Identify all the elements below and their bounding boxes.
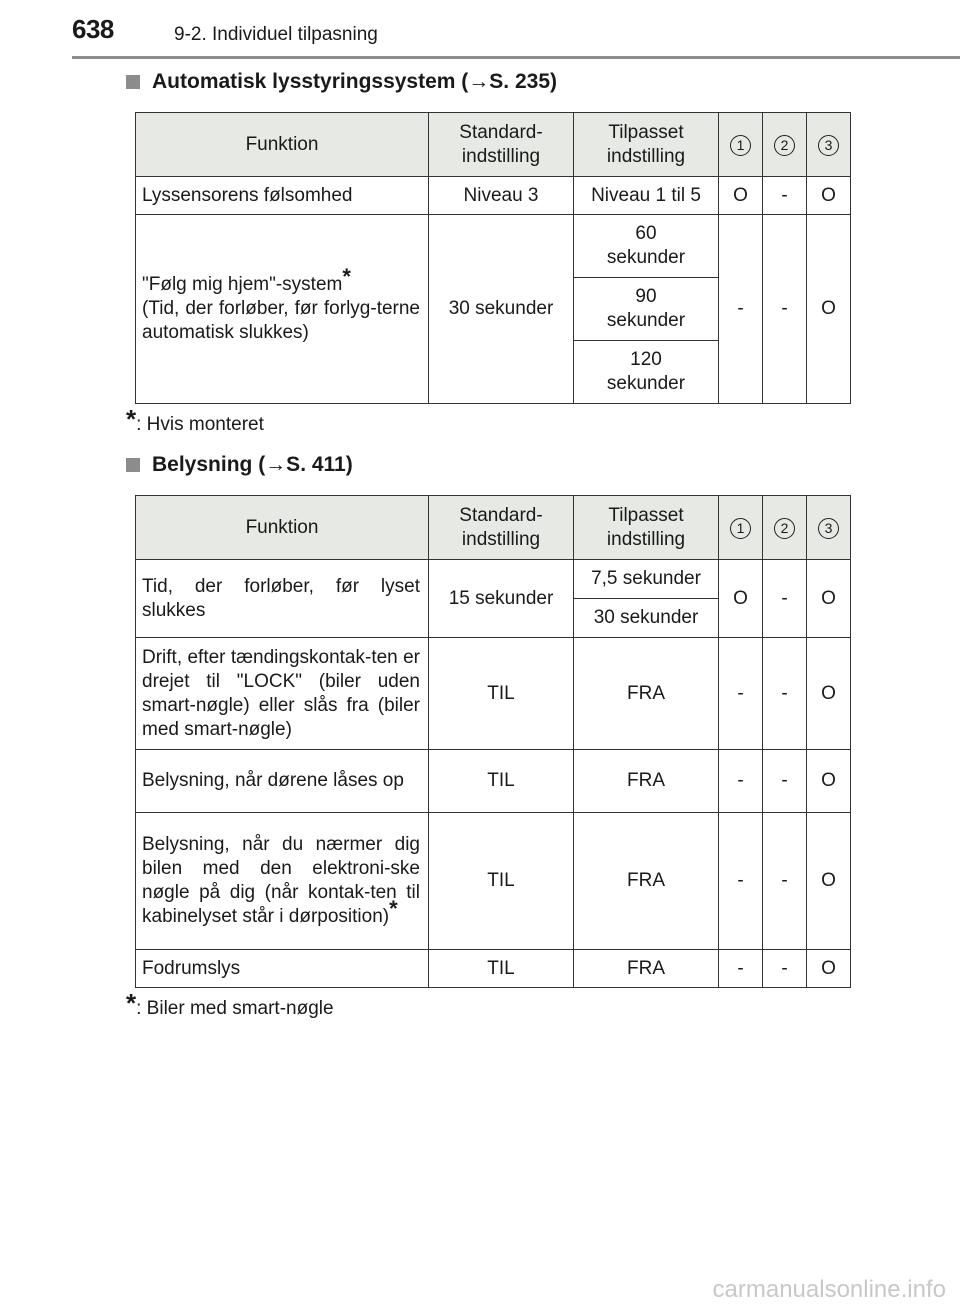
cell-custom-option (574, 278, 719, 341)
page-number: 638 (72, 14, 114, 44)
circled-1-icon: 1 (730, 135, 751, 156)
cell-c3: O (807, 813, 851, 950)
cell-custom-option-text: 90 sekunder (606, 286, 686, 331)
cell-custom-option (574, 215, 719, 278)
cell-function: Lyssensorens følsomhed (136, 177, 429, 215)
cell-function-line1: "Følg mig hjem"-system (142, 274, 343, 295)
section-heading-text: Belysning (→S. 411) (152, 453, 353, 476)
table-row (136, 560, 851, 599)
cell-c2: - (763, 638, 807, 750)
section-heading-lighting (126, 453, 353, 477)
col-header-2 (763, 113, 807, 177)
footnote-1 (126, 404, 264, 436)
cell-default: TIL (429, 750, 574, 813)
asterisk-icon: * (126, 404, 137, 434)
col-header-default (429, 496, 574, 560)
circled-2-icon: 2 (774, 135, 795, 156)
cell-function-rest: (Tid, der forløber, før forlyg-terne automatisk slukkes) (142, 298, 420, 343)
cell-custom: FRA (574, 813, 719, 950)
square-bullet-icon (126, 458, 140, 472)
cell-custom-option: 30 sekunder (574, 599, 719, 638)
section-heading-light-control (126, 70, 557, 94)
cell-custom-option (574, 341, 719, 404)
section-heading-text: Automatisk lysstyringssystem (→S. 235) (152, 70, 557, 93)
cell-c1: - (719, 750, 763, 813)
col-header-custom-text: Tilpasset indstilling (606, 121, 686, 167)
cell-custom-option-text: 120 sekunder (606, 349, 686, 394)
asterisk-icon: * (126, 988, 137, 1018)
chapter-title: 9-2. Individuel tilpasning (174, 24, 378, 45)
footnote-1-text: : Hvis monteret (136, 414, 264, 435)
col-header-custom (574, 113, 719, 177)
cell-function: Drift, efter tændingskontak-ten er drejet til "LOCK" (biler uden smart-nøgle) eller slås fra (biler med smart-nøgle) (136, 638, 429, 750)
cell-default: 30 sekunder (429, 215, 574, 404)
lighting-table (135, 495, 851, 988)
cell-c2: - (763, 950, 807, 988)
cell-c1: O (719, 177, 763, 215)
table-row (136, 950, 851, 988)
col-header-default-text: Standard- indstilling (459, 504, 543, 550)
cell-custom: FRA (574, 750, 719, 813)
table-row (136, 750, 851, 813)
cell-c3: O (807, 177, 851, 215)
cell-c2: - (763, 750, 807, 813)
cell-c1: - (719, 215, 763, 404)
circled-1-icon: 1 (730, 518, 751, 539)
cell-default: TIL (429, 950, 574, 988)
col-header-function: Funktion (136, 496, 429, 560)
col-header-function: Funktion (136, 113, 429, 177)
col-header-custom-text: Tilpasset indstilling (606, 504, 686, 550)
cell-default: Niveau 3 (429, 177, 574, 215)
circled-2-icon: 2 (774, 518, 795, 539)
cell-custom-option: 7,5 sekunder (574, 560, 719, 599)
cell-custom-option-text: 60 sekunder (606, 223, 686, 268)
header-rule (72, 56, 960, 59)
square-bullet-icon (126, 75, 140, 89)
cell-c2: - (763, 177, 807, 215)
asterisk-icon: * (342, 264, 351, 289)
col-header-3 (807, 113, 851, 177)
table-header-row (136, 113, 851, 177)
col-header-2 (763, 496, 807, 560)
circled-3-icon: 3 (818, 135, 839, 156)
cell-function-text: Belysning, når du nærmer dig bilen med den elektroni-ske nøgle på dig (når kontak-ten til kabinelyset står i dørposition) (142, 834, 420, 927)
table-row (136, 177, 851, 215)
cell-custom: Niveau 1 til 5 (574, 177, 719, 215)
circled-3-icon: 3 (818, 518, 839, 539)
cell-function: Fodrumslys (136, 950, 429, 988)
col-header-default-text: Standard- indstilling (459, 121, 543, 167)
cell-c3: O (807, 750, 851, 813)
col-header-custom (574, 496, 719, 560)
cell-function: Belysning, når dørene låses op (136, 750, 429, 813)
cell-c2: - (763, 215, 807, 404)
cell-c3: O (807, 950, 851, 988)
cell-default: TIL (429, 638, 574, 750)
light-control-table (135, 112, 851, 404)
col-header-1 (719, 496, 763, 560)
footnote-2 (126, 988, 334, 1020)
col-header-1 (719, 113, 763, 177)
watermark: carmanualsonline.info (712, 1276, 946, 1303)
footnote-2-text: : Biler med smart-nøgle (136, 998, 334, 1019)
cell-c1: - (719, 950, 763, 988)
table-header-row (136, 496, 851, 560)
table-row (136, 638, 851, 750)
cell-c3: O (807, 560, 851, 638)
cell-c1: - (719, 813, 763, 950)
cell-function: Tid, der forløber, før lyset slukkes (136, 560, 429, 638)
cell-custom: FRA (574, 638, 719, 750)
table-row (136, 215, 851, 278)
cell-default: 15 sekunder (429, 560, 574, 638)
col-header-default (429, 113, 574, 177)
cell-custom: FRA (574, 950, 719, 988)
cell-c2: - (763, 560, 807, 638)
cell-function (136, 813, 429, 950)
cell-c1: O (719, 560, 763, 638)
cell-c2: - (763, 813, 807, 950)
col-header-3 (807, 496, 851, 560)
cell-c3: O (807, 215, 851, 404)
asterisk-icon: * (389, 896, 398, 921)
cell-default: TIL (429, 813, 574, 950)
table-row (136, 813, 851, 950)
cell-c1: - (719, 638, 763, 750)
cell-c3: O (807, 638, 851, 750)
cell-function (136, 215, 429, 404)
